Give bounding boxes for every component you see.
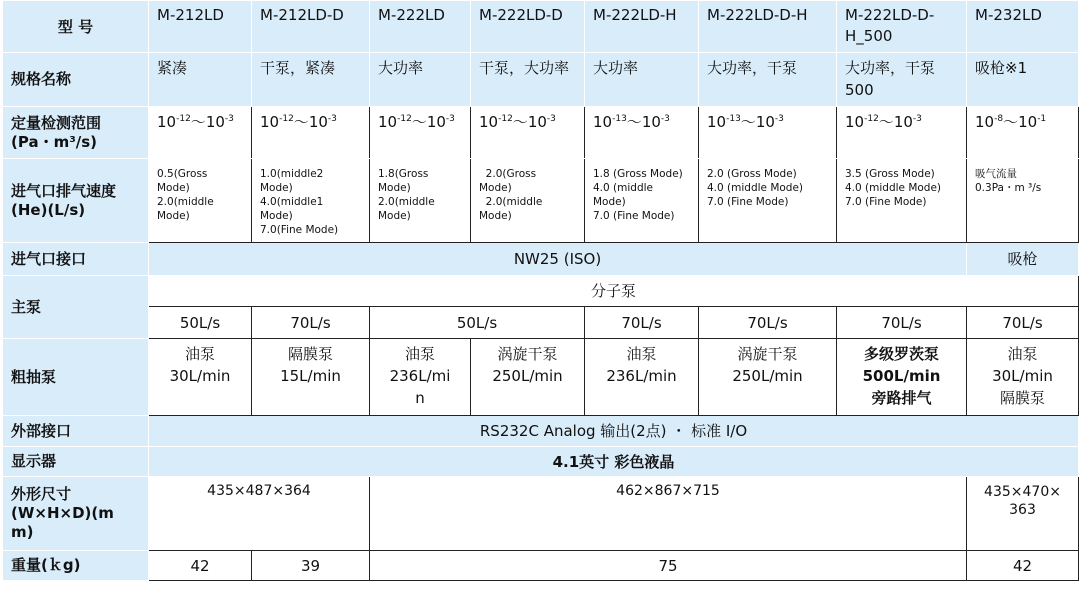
range-exponent: -8 [994, 114, 1004, 124]
spec-cell: 吸枪※1 [967, 53, 1079, 107]
range-separator: ～ [411, 113, 427, 131]
rough-pump-row [3, 339, 1079, 416]
row-header [3, 416, 149, 447]
cell-line: 250L/min [732, 367, 803, 385]
rough-cell [370, 339, 471, 416]
cell-line: 0.5(Gross [157, 168, 208, 180]
range-exponent: -13 [726, 114, 741, 124]
speed-cell [252, 159, 370, 243]
rough-cell [967, 339, 1079, 416]
model-name: M-222LD-H [593, 6, 677, 24]
label-line: 外形尺寸 [11, 485, 72, 503]
model-header-label: 型 号 [57, 17, 94, 36]
row-header [3, 276, 149, 339]
speed-cell [471, 159, 585, 243]
label-line: m) [11, 523, 34, 541]
inlet-last-cell: 吸枪 [967, 243, 1079, 276]
range-base: 10 [205, 113, 225, 131]
weight-cell: 42 [967, 551, 1079, 581]
rough-cell [149, 339, 252, 416]
flow-cell: 50L/s [149, 307, 252, 339]
model-name: M-212LD [157, 6, 224, 24]
range-exponent: -12 [279, 114, 294, 124]
cell-line: 7.0(Fine Mode) [260, 224, 339, 236]
dimension-line: 363 [1009, 502, 1036, 518]
label-line: 定量检测范围 [11, 113, 102, 132]
range-exponent: -12 [397, 114, 412, 124]
dimension-cell: 462×867×715 [370, 477, 967, 551]
model-cell [967, 1, 1079, 53]
range-cell [370, 107, 471, 159]
row-header [3, 447, 149, 477]
speed-row [3, 159, 1079, 243]
display-row [3, 447, 1079, 477]
cell-line: n [415, 389, 425, 407]
cell-line: 涡旋干泵 [737, 345, 798, 363]
range-cell [585, 107, 699, 159]
cell-line: 4.0 (middle [593, 182, 653, 194]
range-base: 10 [260, 113, 280, 131]
cell-line: 油泵 [404, 345, 435, 363]
spec-cell: 大功率，干泵 500 [837, 53, 967, 107]
range-exponent: -3 [445, 114, 455, 124]
main-pump-row [3, 276, 1079, 307]
range-cell [252, 107, 370, 159]
range-exponent: -3 [546, 114, 556, 124]
range-base: 10 [479, 113, 499, 131]
model-name: M-222LD-D-H_500 [845, 6, 935, 45]
cell-line: 2.0(middle [378, 196, 435, 208]
cell-line: 多级罗茨泵 [863, 345, 939, 363]
rough-cell [252, 339, 370, 416]
spec-cell: 干泵，紧凑 [252, 53, 370, 107]
range-base: 10 [893, 113, 913, 131]
inlet-common-cell: NW25 (ISO) [149, 243, 967, 276]
inlet-row [3, 243, 1079, 276]
spec-cell: 大功率 [370, 53, 471, 107]
display-value: 4.1英寸 彩色液晶 [149, 447, 1079, 477]
range-cell [149, 107, 252, 159]
model-cell [370, 1, 471, 53]
cell-line: 236L/mi [389, 367, 451, 385]
rough-cell [471, 339, 585, 416]
external-value: RS232C Analog 输出(2点) ・ 标准 I/O [149, 416, 1079, 447]
cell-line: 4.0 (middle Mode) [845, 182, 942, 194]
row-header-label: 规格名称 [11, 70, 72, 88]
spec-cell: 干泵，大功率 [471, 53, 585, 107]
cell-line: 旁路排气 [871, 389, 932, 407]
range-exponent: -1 [1037, 114, 1047, 124]
spec-cell: 大功率 [585, 53, 699, 107]
cell-line: 250L/min [492, 367, 563, 385]
label-line: (He)(L/s) [11, 200, 86, 219]
range-separator: ～ [512, 113, 528, 131]
cell-line: Mode) [479, 182, 512, 194]
external-row [3, 416, 1079, 447]
cell-line: 7.0 (Fine Mode) [845, 196, 927, 208]
range-base: 10 [975, 113, 995, 131]
model-name: M-222LD [378, 6, 445, 24]
cell-line: Mode) [260, 182, 293, 194]
speed-cell [149, 159, 252, 243]
cell-line: Mode) [479, 210, 512, 222]
speed-cell [370, 159, 471, 243]
row-header [3, 551, 149, 581]
flow-cell: 70L/s [837, 307, 967, 339]
cell-line: Mode) [157, 210, 190, 222]
range-base: 10 [1018, 113, 1038, 131]
spec-cell: 大功率，干泵 [699, 53, 837, 107]
cell-line: 隔膜泵 [287, 345, 333, 363]
range-exponent: -12 [498, 114, 513, 124]
model-header-cell [3, 1, 149, 53]
model-cell [252, 1, 370, 53]
speed-cell [837, 159, 967, 243]
range-base: 10 [426, 113, 446, 131]
model-name: M-212LD-D [260, 6, 344, 24]
cell-line: 30L/min [992, 367, 1053, 385]
range-exponent: -12 [864, 114, 879, 124]
cell-line: 7.0 (Fine Mode) [593, 210, 675, 222]
range-base: 10 [308, 113, 328, 131]
range-separator: ～ [190, 113, 206, 131]
range-cell [699, 107, 837, 159]
rough-cell [837, 339, 967, 416]
model-name: M-232LD [975, 6, 1042, 24]
cell-line: Mode) [378, 210, 411, 222]
model-cell [585, 1, 699, 53]
main-pump-flow-row [3, 307, 1079, 339]
cell-line: 1.8(Gross [378, 168, 429, 180]
cell-line: Mode) [260, 210, 293, 222]
cell-line: 3.5 (Gross Mode) [845, 168, 935, 180]
row-header [3, 339, 149, 416]
flow-cell: 70L/s [585, 307, 699, 339]
row-header-label: 重量(ｋg) [11, 556, 81, 574]
cell-line: 吸气流量 [975, 168, 1017, 180]
range-exponent: -3 [660, 114, 670, 124]
range-base: 10 [641, 113, 661, 131]
row-header-label [3, 178, 148, 224]
row-header-label [3, 481, 148, 546]
range-exponent: -13 [612, 114, 627, 124]
cell-line: Mode) [157, 182, 190, 194]
row-header-label [3, 110, 148, 156]
range-base: 10 [157, 113, 177, 131]
dimension-cell [967, 477, 1079, 551]
row-header [3, 107, 149, 159]
row-header-label: 主泵 [11, 297, 42, 316]
cell-line: 1.0(middle2 [260, 168, 324, 180]
range-cell [967, 107, 1079, 159]
model-cell [471, 1, 585, 53]
weight-row [3, 551, 1079, 581]
spec-table [2, 0, 1079, 581]
cell-line: 7.0 (Fine Mode) [707, 196, 789, 208]
model-cell [149, 1, 252, 53]
row-header [3, 477, 149, 551]
range-separator: ～ [1003, 113, 1019, 131]
cell-line: 15L/min [280, 367, 341, 385]
range-exponent: -3 [912, 114, 922, 124]
row-header-label: 显示器 [11, 452, 57, 470]
row-header-label: 粗抽泵 [11, 367, 57, 386]
cell-line: 0.3Pa・m ³/s [975, 182, 1042, 194]
range-cell [837, 107, 967, 159]
spec-name-row [3, 53, 1079, 107]
flow-cell: 50L/s [370, 307, 585, 339]
range-row [3, 107, 1079, 159]
dimension-line: 435×470× [984, 484, 1061, 500]
cell-line: 油泵 [626, 345, 657, 363]
cell-line: Mode) [378, 182, 411, 194]
weight-cell: 42 [149, 551, 252, 581]
cell-line: 涡旋干泵 [497, 345, 558, 363]
range-exponent: -12 [176, 114, 191, 124]
speed-cell [967, 159, 1079, 243]
row-header [3, 243, 149, 276]
model-cell [837, 1, 967, 53]
cell-line: 1.8 (Gross Mode) [593, 168, 683, 180]
cell-line: 30L/min [169, 367, 231, 385]
range-exponent: -3 [774, 114, 784, 124]
speed-cell [699, 159, 837, 243]
speed-cell [585, 159, 699, 243]
rough-cell [699, 339, 837, 416]
cell-line: 2.0(middle [479, 196, 543, 208]
range-base: 10 [755, 113, 775, 131]
header-row [3, 1, 1079, 53]
range-separator: ～ [626, 113, 642, 131]
cell-line: 4.0(middle1 [260, 196, 324, 208]
weight-cell: 75 [370, 551, 967, 581]
range-separator: ～ [293, 113, 309, 131]
range-base: 10 [527, 113, 547, 131]
cell-line: 500L/min [862, 367, 941, 385]
range-exponent: -3 [327, 114, 337, 124]
label-line: 进气口排气速度 [11, 181, 117, 200]
range-base: 10 [378, 113, 398, 131]
cell-line: 油泵 [1007, 345, 1038, 363]
model-cell [699, 1, 837, 53]
row-header [3, 159, 149, 243]
flow-cell: 70L/s [699, 307, 837, 339]
cell-line: 2.0 (Gross Mode) [707, 168, 797, 180]
row-header-label: 进气口接口 [11, 249, 87, 268]
range-base: 10 [593, 113, 613, 131]
range-separator: ～ [740, 113, 756, 131]
rough-cell [585, 339, 699, 416]
cell-line: 4.0 (middle Mode) [707, 182, 804, 194]
row-header-label: 外部接口 [11, 421, 72, 440]
range-cell [471, 107, 585, 159]
range-base: 10 [845, 113, 865, 131]
dimensions-row [3, 477, 1079, 551]
weight-cell: 39 [252, 551, 370, 581]
range-separator: ～ [878, 113, 894, 131]
spec-cell: 紧凑 [149, 53, 252, 107]
model-name: M-222LD-D [479, 6, 563, 24]
range-base: 10 [707, 113, 727, 131]
flow-cell: 70L/s [252, 307, 370, 339]
range-exponent: -3 [224, 114, 234, 124]
cell-line: 隔膜泵 [999, 389, 1045, 407]
model-name: M-222LD-D-H [707, 6, 808, 24]
flow-cell: 70L/s [967, 307, 1079, 339]
cell-line: Mode) [593, 196, 626, 208]
cell-line: 油泵 [184, 345, 215, 363]
cell-line: 2.0(middle [157, 196, 214, 208]
row-header [3, 53, 149, 107]
cell-line: 236L/min [606, 367, 677, 385]
label-line: (Pa・m³/s) [11, 132, 98, 151]
dimension-cell: 435×487×364 [149, 477, 370, 551]
label-line: (W×H×D)(m [11, 504, 114, 522]
cell-line: 2.0(Gross [479, 168, 537, 180]
main-pump-type: 分子泵 [149, 276, 1079, 307]
